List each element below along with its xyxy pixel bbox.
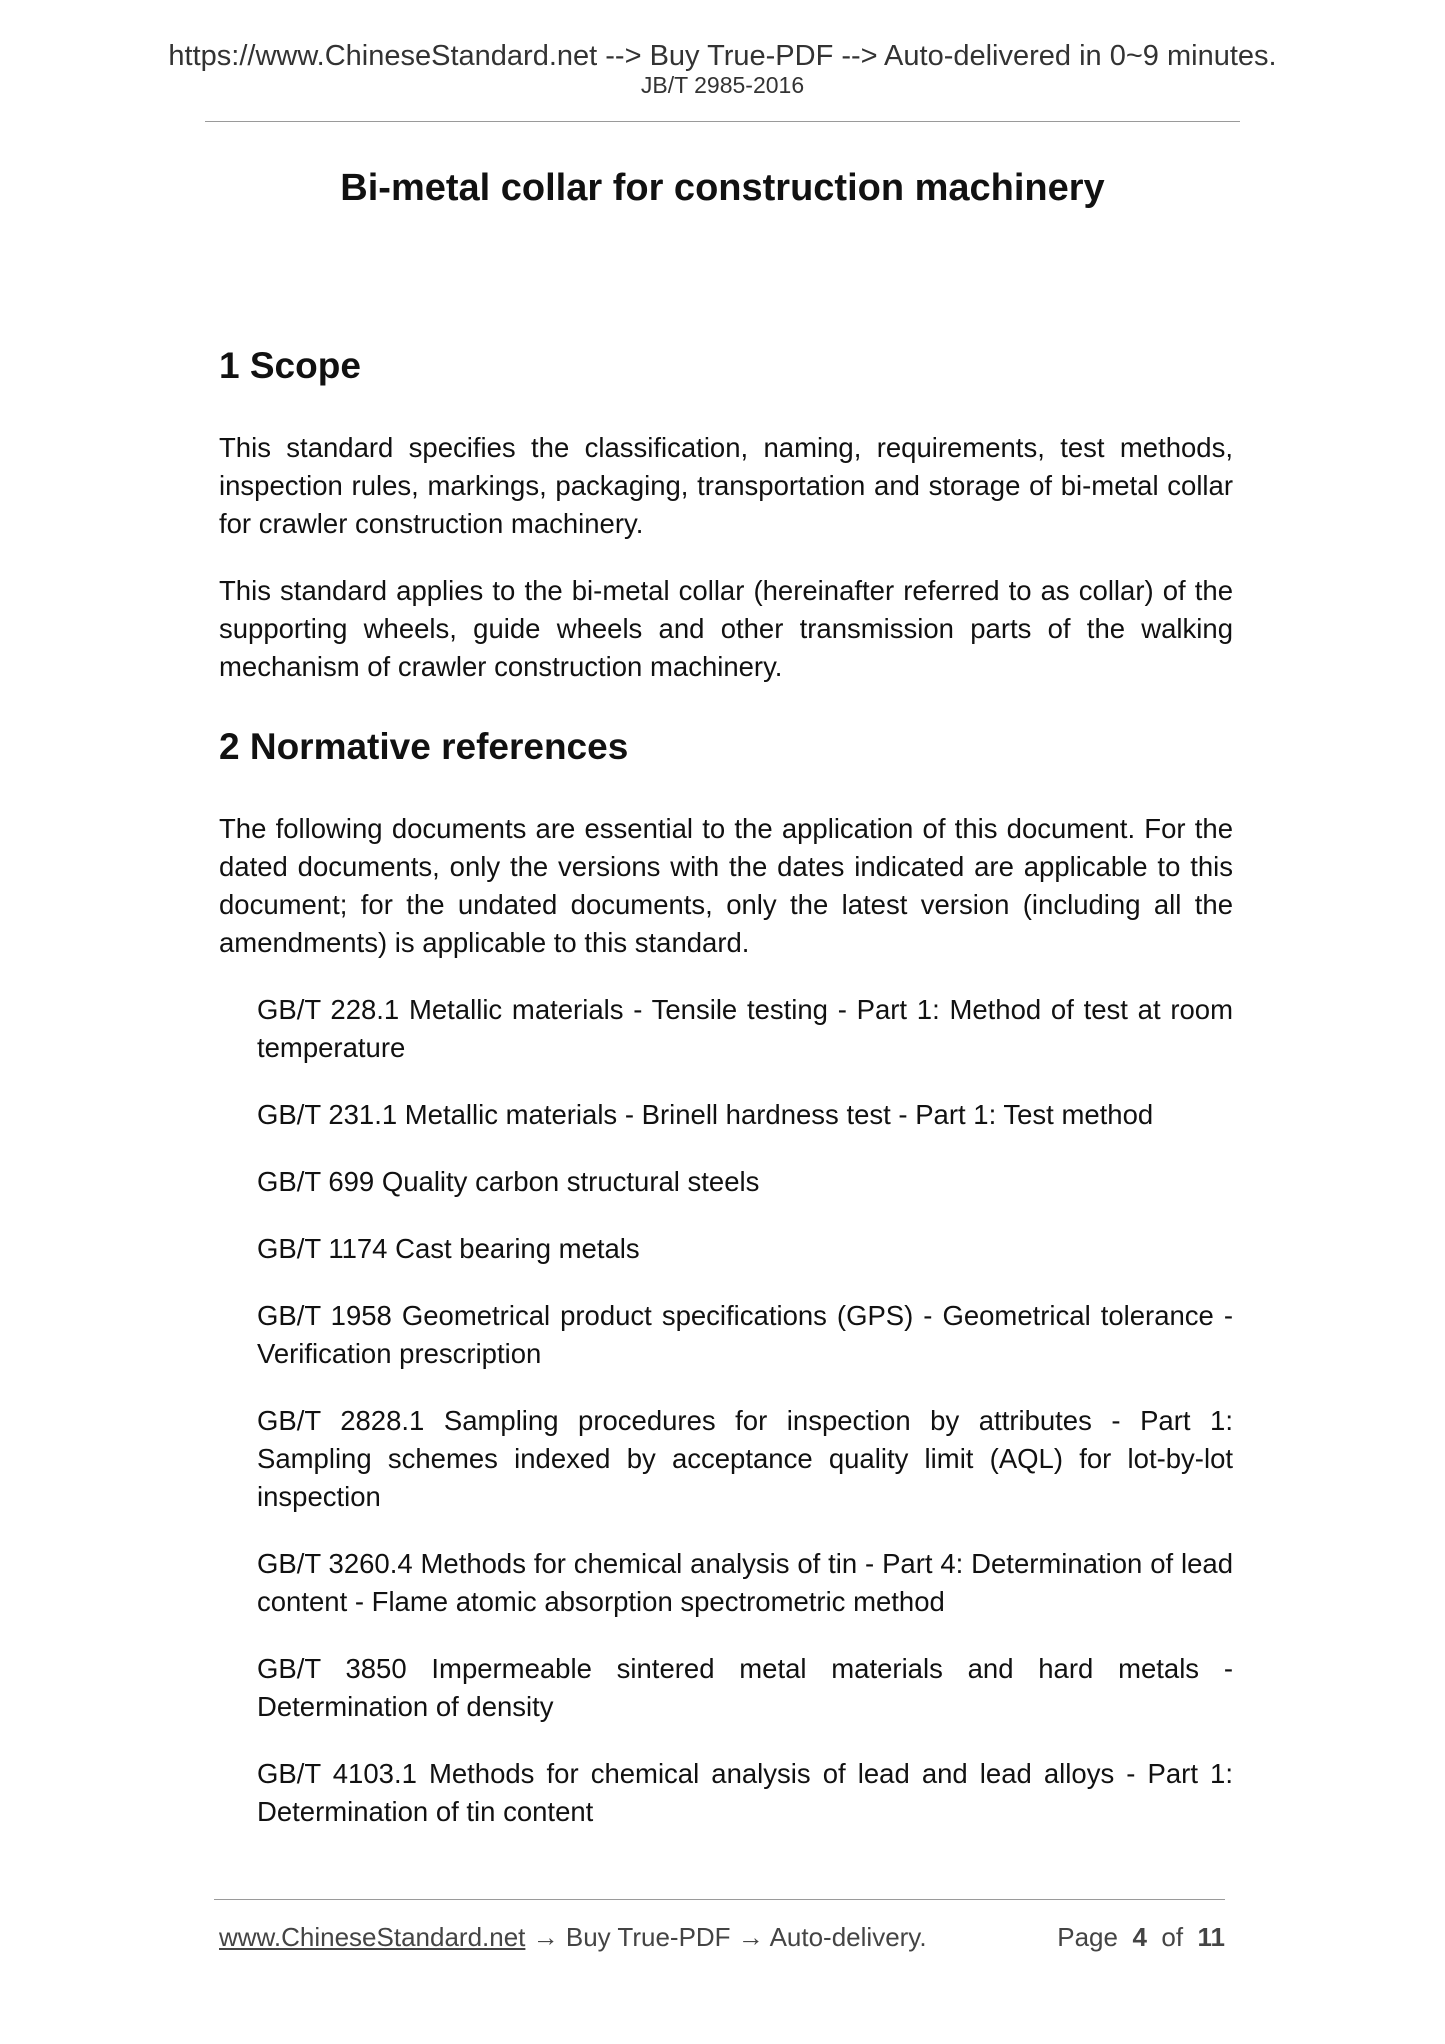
document-code: JB/T 2985-2016: [640, 72, 805, 98]
source-banner: https://www.ChineseStandard.net --> Buy True-PDF --> Auto-delivered in 0~9 minutes.: [168, 40, 1277, 72]
reference-item: GB/T 4103.1 Methods for chemical analysis of lead and lead alloys - Part 1: Determination of tin content: [257, 1758, 1233, 1827]
document-body: [219, 343, 1233, 1860]
reference-item: GB/T 3850 Impermeable sintered metal materials and hard metals - Determination of density: [257, 1653, 1233, 1722]
reference-item: GB/T 231.1 Metallic materials - Brinell hardness test - Part 1: Test method: [257, 1099, 1154, 1130]
footer-divider: [214, 1899, 1225, 1900]
page-footer: [219, 1919, 1225, 1955]
reference-item: GB/T 699 Quality carbon structural steels: [257, 1166, 760, 1197]
reference-item: GB/T 3260.4 Methods for chemical analysis of tin - Part 4: Determination of lead content - Flame atomic absorption spectrometric method: [257, 1548, 1233, 1617]
document-title: Bi-metal collar for construction machinery: [340, 167, 1105, 209]
site-link[interactable]: www.ChineseStandard.net: [219, 1922, 526, 1952]
page-current: 4: [1132, 1922, 1147, 1952]
reference-item: GB/T 228.1 Metallic materials - Tensile testing - Part 1: Method of test at room temperature: [257, 994, 1233, 1063]
reference-list: [219, 991, 1233, 1831]
footer-promo: [219, 1919, 927, 1955]
page-total: 11: [1197, 1922, 1225, 1952]
scope-paragraph: This standard applies to the bi-metal collar (hereinafter referred to as collar) of the supporting wheels, guide wheels and other transmission parts of the walking mechanism of crawler construction machinery.: [219, 575, 1233, 682]
scope-paragraph: This standard specifies the classification, naming, requirements, test methods, inspection rules, markings, packaging, transportation and storage of bi-metal collar for crawler construction machinery.: [219, 432, 1233, 539]
reference-item: GB/T 2828.1 Sampling procedures for inspection by attributes - Part 1: Sampling schemes indexed by acceptance quality limit (AQL) for lot-by-lot inspection: [257, 1405, 1233, 1512]
page-indicator: [1057, 1919, 1225, 1955]
footer-promo-text: → Buy True-PDF → Auto-delivery.: [525, 1922, 927, 1952]
section-heading-scope: 1 Scope: [219, 345, 361, 386]
page-of-label: of: [1161, 1922, 1184, 1952]
reference-item: GB/T 1958 Geometrical product specifications (GPS) - Geometrical tolerance - Verification prescription: [257, 1300, 1233, 1369]
section-heading-normative: 2 Normative references: [219, 726, 629, 767]
normative-intro-paragraph: The following documents are essential to the application of this document. For the dated documents, only the versions with the dates indicated are applicable to this document; for the undated documents, only the latest version (including all the amendments) is applicable to this standard.: [219, 813, 1233, 958]
section-scope: [219, 343, 1233, 686]
page-label: Page: [1057, 1922, 1118, 1952]
header-divider: [205, 121, 1240, 122]
section-normative-references: [219, 724, 1233, 1831]
reference-item: GB/T 1174 Cast bearing metals: [257, 1233, 640, 1264]
